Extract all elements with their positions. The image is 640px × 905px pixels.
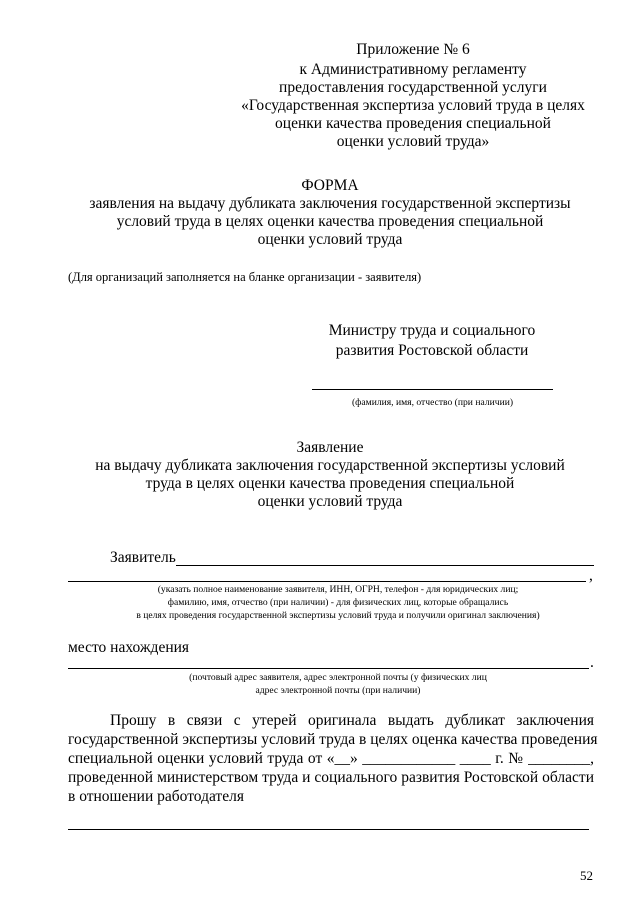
applicant-hint-line: (указать полное наименование заявителя, ИНН, ОГРН, телефон - для юридических лиц;: [157, 584, 519, 595]
appendix-line: «Государственная экспертиза условий труда в целях: [241, 97, 585, 114]
applicant-hint-line: фамилию, имя, отчество (при наличии) - для физических лиц, которые обращались: [167, 597, 509, 608]
form-heading-line: условий труда в целях оценки качества проведения специальной: [116, 213, 544, 230]
applicant-label: Заявитель: [110, 549, 176, 566]
appendix-line: оценки условий труда»: [336, 133, 490, 150]
addressee-name-field[interactable]: [312, 389, 553, 390]
appendix-line: предоставления государственной услуги: [279, 79, 547, 96]
request-line: проведенной министерством труда и социального развития Ростовской области: [68, 769, 594, 786]
request-line: Прошу в связи с утерей оригинала выдать дубликат заключения: [110, 712, 594, 729]
statement-title-line: на выдачу дубликата заключения государственной экспертизы условий: [95, 457, 565, 474]
applicant-field-continued[interactable]: [68, 581, 586, 582]
form-heading-line: заявления на выдачу дубликата заключения государственной экспертизы: [89, 195, 571, 212]
request-line: государственной экспертизы условий труда в целях оценка качества проведения: [68, 731, 598, 748]
statement-title-line: оценки условий труда: [257, 493, 403, 510]
addressee-line: Министру труда и социального: [328, 322, 536, 339]
request-line: специальной оценки условий труда от «__» ____________ ____ г. № ________,: [68, 750, 594, 767]
location-hint-line: адрес электронной почты (при наличии): [255, 685, 421, 696]
appendix-number: Приложение № 6: [356, 41, 470, 58]
statement-title-line: труда в целях оценки качества проведения специальной: [145, 475, 515, 492]
applicant-hint-line: в целях проведения государственной экспертизы условий труда и получили оригинал заключения): [136, 610, 540, 621]
page-number: 52: [580, 868, 593, 883]
appendix-line: оценки качества проведения специальной: [275, 115, 551, 132]
location-field[interactable]: [68, 668, 589, 669]
statement-heading: Заявление: [296, 439, 364, 456]
appendix-line: к Административному регламенту: [299, 61, 527, 78]
form-title: ФОРМА: [301, 177, 359, 194]
employer-field[interactable]: [68, 829, 589, 830]
addressee-line: развития Ростовской области: [335, 342, 529, 359]
applicant-field[interactable]: [176, 565, 594, 566]
request-line: в отношении работодателя: [68, 788, 244, 805]
location-label: место нахождения: [68, 639, 190, 656]
letterhead-note: (Для организаций заполняется на бланке организации - заявителя): [68, 270, 422, 284]
location-period: .: [590, 654, 594, 671]
location-hint-line: (почтовый адрес заявителя, адрес электронной почты (у физических лиц: [189, 672, 487, 683]
form-heading-line: оценки условий труда: [257, 231, 403, 248]
addressee-name-hint: (фамилия, имя, отчество (при наличии): [351, 397, 514, 408]
applicant-comma: ,: [589, 567, 593, 584]
